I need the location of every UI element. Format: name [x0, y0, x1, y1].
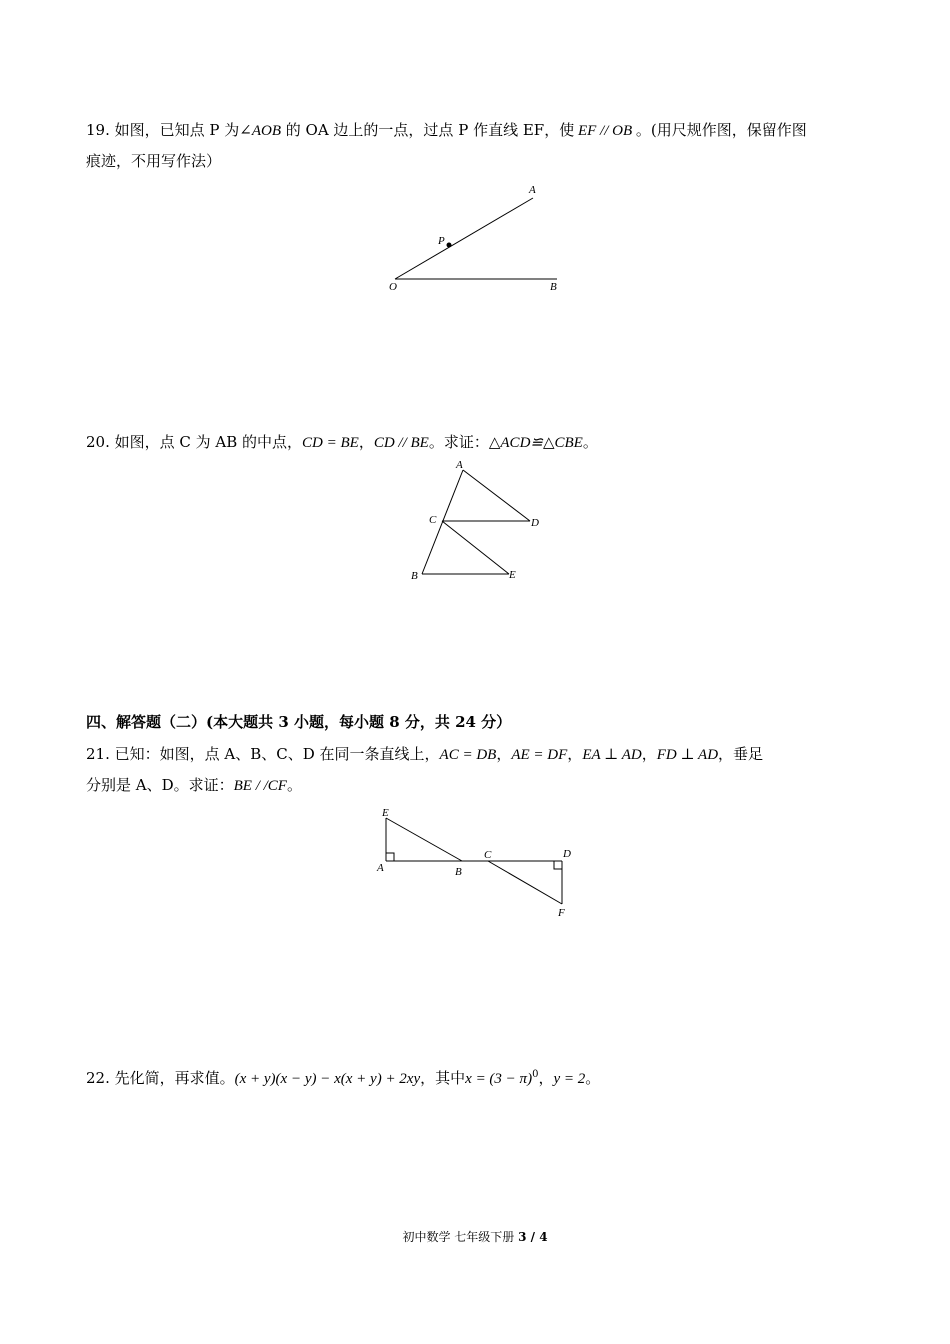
- footer-subject: 初中数学 七年级下册: [402, 1230, 515, 1244]
- q20-suffix: 。: [582, 433, 598, 451]
- q19-angle: ∠AOB: [239, 123, 281, 139]
- q19-label-o: O: [389, 281, 397, 293]
- q19-parallel: EF // OB: [574, 123, 636, 139]
- q20-goal: △ACD≌△CBE: [488, 435, 583, 451]
- q19-label-a: A: [529, 184, 536, 196]
- q20-label-b: B: [411, 570, 418, 582]
- q21-label-c: C: [484, 849, 492, 861]
- q21-cond3: EA ⊥ AD: [582, 747, 642, 763]
- q21-label-f: F: [558, 907, 565, 919]
- q20-label-c: C: [429, 514, 437, 526]
- q19-label-p: P: [438, 235, 445, 247]
- q22-prefix: 22. 先化简，再求值。: [86, 1069, 235, 1087]
- q19-mid: 的 OA 边上的一点，过点 P 作直线 EF，使: [281, 121, 575, 139]
- q19-label-b: B: [550, 281, 557, 293]
- q20-label-d: D: [531, 517, 539, 529]
- q20-label-e: E: [509, 569, 516, 581]
- footer-page-number: 3 / 4: [518, 1230, 548, 1244]
- q19-suffix: 。(用尺规作图，保留作图: [635, 121, 807, 139]
- q21-cond1: AC = DB: [439, 747, 497, 763]
- q22-yval: y = 2: [553, 1071, 586, 1087]
- q20-mid: 。求证：: [428, 433, 489, 451]
- q21-line2-suffix: 。: [286, 776, 302, 794]
- q21-sep2: ，: [567, 745, 583, 763]
- q21-cond2: AE = DF: [511, 747, 568, 763]
- q21-right-angle-d: [554, 861, 562, 869]
- q21-sep3: ，: [641, 745, 657, 763]
- q20-prefix: 20. 如图，点 C 为 AB 的中点，: [86, 433, 303, 451]
- q21-suffix: ，垂足: [718, 745, 764, 763]
- q21-label-b: B: [455, 866, 462, 878]
- page-footer: [0, 1228, 950, 1245]
- q22-suffix: 。: [585, 1069, 601, 1087]
- q19-line2-text: 痕迹，不用写作法）: [86, 152, 222, 170]
- q20-cond1: CD = BE: [302, 435, 359, 451]
- q22-mid: ，其中: [420, 1069, 466, 1087]
- q20-label-a: A: [456, 459, 463, 471]
- q22-xexp: 0: [532, 1069, 539, 1080]
- q21-sep1: ，: [496, 745, 512, 763]
- q21-seg-cf: [488, 861, 562, 904]
- q21-line2-prefix: 分别是 A、D。求证：: [86, 776, 234, 794]
- q21-cond4: FD ⊥ AD: [656, 747, 719, 763]
- q20-sep1: ，: [358, 433, 374, 451]
- q21-goal: BE / /CF: [233, 778, 287, 794]
- q19-prefix: 19. 如图，已知点 P 为: [86, 121, 240, 139]
- q21-prefix: 21. 已知：如图，点 A、B、C、D 在同一条直线上，: [86, 745, 440, 763]
- q21-label-e: E: [382, 807, 389, 819]
- q22-line: [86, 1065, 600, 1089]
- q21-right-angle-a: [386, 853, 394, 861]
- q22-sep: ，: [538, 1069, 554, 1087]
- q21-label-a: A: [377, 862, 384, 874]
- q21-label-d: D: [563, 848, 571, 860]
- section4-title: 四、解答题（二）(本大题共 3 小题，每小题 8 分，共 24 分）: [86, 713, 512, 731]
- q20-cond2: CD // BE: [373, 435, 429, 451]
- q22-expr: (x + y)(x − y) − x(x + y) + 2xy: [234, 1071, 421, 1087]
- q21-seg-eb: [386, 818, 462, 861]
- q22-xval: x = (3 − π): [465, 1071, 533, 1087]
